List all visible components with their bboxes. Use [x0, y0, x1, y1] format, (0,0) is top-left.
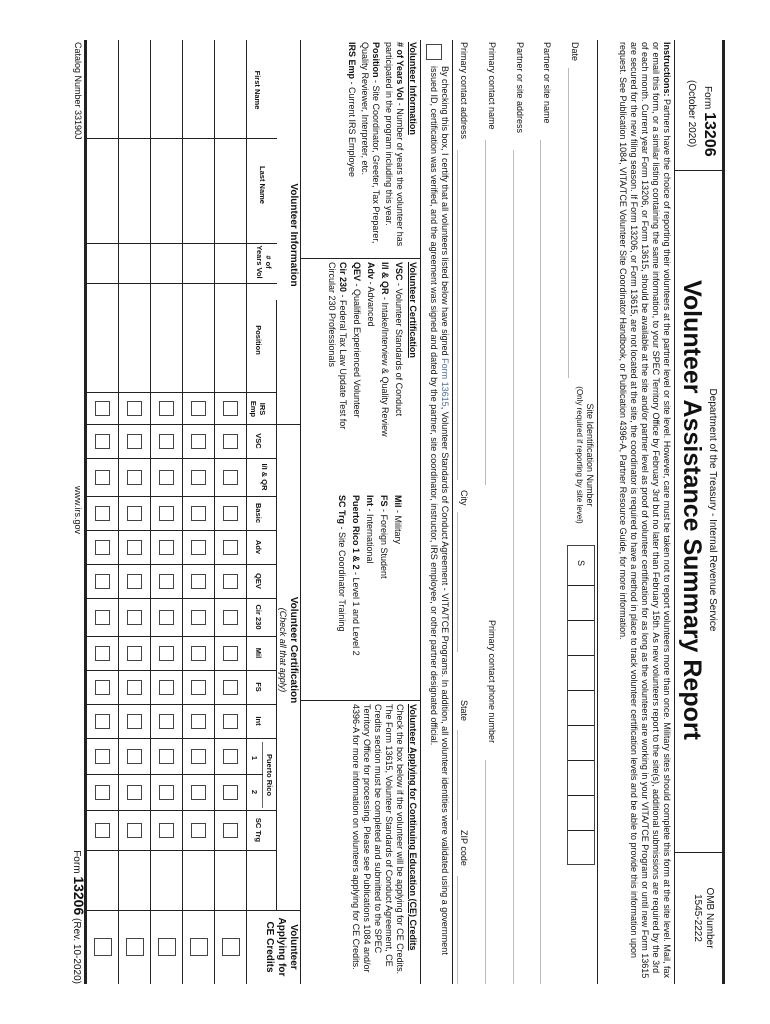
- legend-volunteer-info: [346, 42, 418, 252]
- certify-text: [428, 66, 450, 976]
- zip-label: ZIP code: [459, 830, 469, 866]
- contact-name-field[interactable]: [485, 140, 486, 485]
- legend-years-desc: - Number of years the volunteer has participated in the program including this year.: [384, 42, 405, 247]
- legend-vc-desc: - International: [365, 506, 375, 564]
- fs-checkbox[interactable]: [224, 680, 239, 695]
- col-years: # of Years Vol: [255, 245, 273, 279]
- legend-ce-text: Check the box below if the volunteer will be applying for CE Credits. The Form 13615, Volunteer Standards of Conduct Agreement, CE Credits section must be completed and submitted to the SPEC Territory Office for processing. Please see Publications 1084 and/or 4396-A for more information on volunteers applying for CE Credits.: [351, 704, 405, 975]
- basic-checkbox[interactable]: [160, 506, 175, 521]
- zip-field[interactable]: [457, 876, 458, 984]
- cir230-checkbox[interactable]: [192, 610, 207, 625]
- mil-checkbox[interactable]: [160, 646, 175, 661]
- legend-vc-code: Adv: [366, 262, 376, 280]
- position-cell[interactable]: [87, 283, 119, 392]
- basic-checkbox[interactable]: [128, 506, 143, 521]
- sc-trg-checkbox[interactable]: [160, 823, 175, 838]
- legend-vc-code: SC Trg: [337, 495, 347, 525]
- years-cell[interactable]: [215, 243, 247, 283]
- int-checkbox[interactable]: [96, 714, 111, 729]
- qev-checkbox[interactable]: [224, 574, 239, 589]
- website[interactable]: www.irs.gov: [73, 485, 83, 534]
- ce-credit-checkbox[interactable]: [190, 938, 208, 956]
- pr2-checkbox[interactable]: [128, 785, 143, 800]
- legend-irs-code: IRS Emp: [347, 42, 357, 80]
- contact-phone-label: Primary contact phone number: [487, 620, 497, 744]
- legend-vc-item: [365, 262, 376, 462]
- pr2-checkbox[interactable]: [160, 785, 175, 800]
- legend-vc-desc: - Federal Tax Law Update Test for Circular 230 Professionals: [327, 262, 348, 430]
- qev-checkbox[interactable]: [128, 574, 143, 589]
- legend-vc-desc: - Qualified Experienced Volunteer: [352, 281, 362, 418]
- col-sc-trg: SC Trg: [254, 817, 263, 843]
- legend-vi-title: Volunteer Information: [408, 42, 418, 135]
- legend-vc-code: VSC: [394, 262, 404, 281]
- vsc-checkbox[interactable]: [192, 434, 207, 449]
- table-row: [215, 40, 247, 984]
- fs-checkbox[interactable]: [192, 680, 207, 695]
- top-rule: [722, 40, 725, 984]
- table-vi-group: Volunteer Information: [288, 183, 299, 287]
- legend-vc-code: QEV: [352, 262, 362, 282]
- last-name-cell[interactable]: [87, 138, 119, 243]
- fs-checkbox[interactable]: [96, 680, 111, 695]
- footer-form-label: Form: [71, 850, 82, 874]
- legend-irs-desc: - Current IRS Employee: [347, 79, 357, 178]
- footer-form-id: [70, 825, 85, 984]
- legend-vc-item: [350, 495, 361, 695]
- cir230-checkbox[interactable]: [224, 610, 239, 625]
- date-label: Date: [570, 42, 580, 62]
- col-fs: FS: [254, 682, 263, 692]
- mil-checkbox[interactable]: [192, 646, 207, 661]
- legend-vc-list-b: [336, 495, 403, 695]
- first-name-cell[interactable]: [151, 40, 183, 138]
- state-label: State: [459, 700, 469, 722]
- legend-vc-list-a: [326, 262, 404, 462]
- first-name-cell[interactable]: [87, 40, 119, 138]
- fs-checkbox[interactable]: [128, 680, 143, 695]
- mil-checkbox[interactable]: [128, 646, 143, 661]
- ce-credit-checkbox[interactable]: [94, 938, 112, 956]
- col-vsc: VSC: [254, 433, 263, 449]
- instructions: [617, 42, 672, 982]
- site-id-label: Site Identification Number: [585, 403, 595, 507]
- basic-checkbox[interactable]: [96, 506, 111, 521]
- partner-address-field[interactable]: [513, 150, 514, 984]
- qev-checkbox[interactable]: [96, 574, 111, 589]
- legend-vc-item: [379, 262, 390, 462]
- cir230-checkbox[interactable]: [128, 610, 143, 625]
- adv-checkbox[interactable]: [160, 540, 175, 555]
- partner-name-field[interactable]: [540, 140, 541, 984]
- adv-checkbox[interactable]: [128, 540, 143, 555]
- col-pr1: 1: [250, 755, 259, 761]
- col-adv: Adv: [254, 539, 263, 555]
- footer-form-number: 13206: [71, 876, 87, 916]
- instructions-label: Instructions:: [662, 42, 672, 97]
- sc-trg-checkbox[interactable]: [224, 823, 239, 838]
- partner-address-label: Partner or site address: [515, 42, 525, 134]
- pr2-checkbox[interactable]: [96, 785, 111, 800]
- qev-checkbox[interactable]: [160, 574, 175, 589]
- table-vc-group-sub: (Check all that apply): [278, 607, 288, 693]
- legend-vc-title: Volunteer Certification: [408, 262, 418, 358]
- certify-checkbox[interactable]: [426, 44, 442, 60]
- table-row: [183, 40, 215, 984]
- legend-ce-title: Volunteer Applying for Continuing Education (CE) Credits: [408, 704, 418, 951]
- mil-checkbox[interactable]: [96, 646, 111, 661]
- form-13615-link[interactable]: Form 13615: [440, 358, 450, 407]
- cir230-checkbox[interactable]: [160, 610, 175, 625]
- col-first-name: First Name: [253, 70, 262, 110]
- legend-vc-desc: - Volunteer Standards of Conduct: [394, 280, 404, 417]
- years-cell[interactable]: [183, 243, 215, 283]
- contact-address-field[interactable]: [457, 150, 458, 480]
- iiqr-checkbox[interactable]: [224, 470, 239, 485]
- form-date: (October 2020): [686, 80, 697, 148]
- int-checkbox[interactable]: [128, 714, 143, 729]
- adv-checkbox[interactable]: [224, 540, 239, 555]
- legend-certification-a: [326, 262, 418, 462]
- site-prefix: S: [576, 560, 586, 567]
- table-row: [151, 40, 183, 984]
- form-id-block: [675, 40, 721, 170]
- pr1-checkbox[interactable]: [160, 749, 175, 764]
- mil-checkbox[interactable]: [224, 646, 239, 661]
- position-cell[interactable]: [183, 283, 215, 392]
- irs-emp-checkbox[interactable]: [96, 401, 111, 416]
- col-iiqr: I/I & QR: [260, 463, 269, 491]
- ce-credit-checkbox[interactable]: [126, 938, 144, 956]
- ce-credit-checkbox[interactable]: [222, 938, 240, 956]
- legend-years-code: # of Years Vol: [395, 42, 405, 101]
- fs-checkbox[interactable]: [160, 680, 175, 695]
- form-number: 13206: [701, 112, 718, 157]
- years-cell[interactable]: [151, 243, 183, 283]
- page-title: Volunteer Assistance Summary Report: [678, 280, 706, 740]
- instructions-text: Partners have the choice of reporting their volunteers at the partner level or site level. However, care must be taken not to report volunteers more than once. Military sites should complete this form at the site level. Mail, fax or email this form, or a similar listing containing the same information, to your SPEC Territory Office by February 3rd but no later than February 15th. As new volunteers report to the site(s), additional submissions are required by the 3rd of each month. Current year Form 13206, or Form 13615, should be available at the site and/or partner level as proof of volunteer certification for as long as the volunteers are working in your VITA/TCE Program or until new Form 13615 are secured for the new filing season. If Form 13206, or Form 13615, are not located at the site, the coordinator is required to have a method in place to track volunteer certification levels and be able to provide this information upon request. See Publication 1084, VITA/TCE Volunteer Site Coordinator Handbook, or Publication 4396-A, Partner Resource Guide, for more information.: [618, 42, 672, 979]
- form-page: [35, 40, 725, 984]
- vsc-checkbox[interactable]: [224, 434, 239, 449]
- legend-vc-item: [364, 495, 375, 695]
- vsc-checkbox[interactable]: [160, 434, 175, 449]
- omb-number: 1545-2222: [692, 894, 703, 942]
- adv-checkbox[interactable]: [96, 540, 111, 555]
- form-label: Form: [702, 86, 713, 110]
- certify-text-a: By checking this box, I certify that all volunteers listed below have signed: [440, 66, 450, 359]
- pr1-checkbox[interactable]: [128, 749, 143, 764]
- basic-checkbox[interactable]: [192, 506, 207, 521]
- adv-checkbox[interactable]: [192, 540, 207, 555]
- irs-emp-checkbox[interactable]: [128, 401, 143, 416]
- department: Department of the Treasury - Internal Revenue Service: [707, 388, 718, 632]
- pr1-checkbox[interactable]: [224, 749, 239, 764]
- catalog-number: Catalog Number 33190J: [73, 42, 83, 140]
- ce-credit-checkbox[interactable]: [158, 938, 176, 956]
- sc-trg-checkbox[interactable]: [96, 823, 111, 838]
- cir230-checkbox[interactable]: [96, 610, 111, 625]
- first-name-cell[interactable]: [183, 40, 215, 138]
- legend-vc-code: I/I & QR: [380, 262, 390, 295]
- legend-vc-desc: - Site Coordinator Training: [337, 524, 347, 632]
- legend-position-desc: - Site Coordinator, Greeter, Tax Preparer, Quality Reviewer, Interpreter, etc.: [360, 42, 381, 244]
- contact-address-label: Primary contact address: [459, 42, 469, 140]
- position-cell[interactable]: [215, 283, 247, 392]
- legend-vc-code: Int: [365, 495, 375, 506]
- iiqr-checkbox[interactable]: [160, 470, 175, 485]
- vsc-checkbox[interactable]: [128, 434, 143, 449]
- legend-vc-item: [326, 262, 348, 462]
- pr1-checkbox[interactable]: [96, 749, 111, 764]
- col-qev: QEV: [254, 573, 263, 589]
- last-name-cell[interactable]: [183, 138, 215, 243]
- legend-vc-desc: - Advanced: [366, 279, 376, 327]
- first-name-cell[interactable]: [119, 40, 151, 138]
- int-checkbox[interactable]: [192, 714, 207, 729]
- col-irs-emp: IRS Emp: [249, 400, 267, 418]
- partner-name-label: Partner or site name: [542, 42, 552, 124]
- contact-name-label: Primary contact name: [487, 42, 497, 130]
- years-cell[interactable]: [119, 243, 151, 283]
- iiqr-checkbox[interactable]: [128, 470, 143, 485]
- col-mil: Mil: [254, 647, 263, 659]
- position-cell[interactable]: [151, 283, 183, 392]
- legend-vc-item: [378, 495, 389, 695]
- col-basic: Basic: [254, 502, 263, 523]
- legend-vc-code: Cir 230: [338, 262, 348, 293]
- certify-text-b: , Volunteer Standards of Conduct Agreement - VITA/TCE Programs. In addition, all volunteer identities were validated using a government issued ID, certification was verified, and the agreement was signed and dated by the partner, site coordinator, instructor, IRS employee, or other partner designated official.: [429, 66, 450, 955]
- col-puerto-rico: Puerto Rico: [265, 753, 274, 797]
- last-name-cell[interactable]: [151, 138, 183, 243]
- irs-emp-checkbox[interactable]: [160, 401, 175, 416]
- legend-vc-code: Puerto Rico 1 & 2: [351, 495, 361, 570]
- omb-label: OMB Number: [704, 887, 715, 949]
- site-id-note: (Only required if reporting by site level): [575, 386, 584, 524]
- first-name-cell[interactable]: [215, 40, 247, 138]
- legend-vc-item: [336, 495, 347, 695]
- vsc-checkbox[interactable]: [96, 434, 111, 449]
- iiqr-checkbox[interactable]: [96, 470, 111, 485]
- sc-trg-checkbox[interactable]: [192, 823, 207, 838]
- irs-emp-checkbox[interactable]: [224, 401, 239, 416]
- legend-ce: [350, 704, 418, 982]
- col-pr2: 2: [250, 789, 259, 795]
- contact-phone-field[interactable]: [485, 760, 486, 984]
- legend-vc-item: [392, 495, 403, 695]
- iiqr-checkbox[interactable]: [192, 470, 207, 485]
- pr2-checkbox[interactable]: [192, 785, 207, 800]
- legend-vc-desc: - Foreign Student: [379, 506, 389, 579]
- position-cell[interactable]: [119, 283, 151, 392]
- col-position: Position: [254, 325, 263, 355]
- footer-revision: (Rev. 10-2020): [71, 918, 82, 984]
- irs-emp-checkbox[interactable]: [192, 401, 207, 416]
- legend-vc-desc: - Military: [393, 507, 403, 544]
- last-name-cell[interactable]: [215, 138, 247, 243]
- legend-vc-desc: - Level 1 and Level 2: [351, 569, 361, 656]
- sc-trg-checkbox[interactable]: [128, 823, 143, 838]
- table-vc-group: Volunteer Certification: [288, 596, 299, 704]
- table-row: [87, 40, 119, 984]
- int-checkbox[interactable]: [160, 714, 175, 729]
- int-checkbox[interactable]: [224, 714, 239, 729]
- pr2-checkbox[interactable]: [224, 785, 239, 800]
- col-cir230: Cir 230: [254, 604, 263, 630]
- city-label: City: [459, 490, 469, 506]
- city-field[interactable]: [457, 512, 458, 652]
- legend-position-code: Position: [371, 42, 381, 78]
- last-name-cell[interactable]: [119, 138, 151, 243]
- legend-certification-b: [336, 495, 406, 695]
- table-ce-group: Volunteer Applying for CE Credits: [264, 917, 299, 977]
- table-row: [119, 40, 151, 984]
- legend-vc-item: [351, 262, 362, 462]
- legend-vc-code: FS: [379, 495, 389, 507]
- state-field[interactable]: [457, 730, 458, 820]
- legend-vc-item: [393, 262, 404, 462]
- col-last-name: Last Name: [258, 166, 267, 204]
- qev-checkbox[interactable]: [192, 574, 207, 589]
- date-field[interactable]: [568, 68, 569, 378]
- years-cell[interactable]: [87, 243, 119, 283]
- legend-vc-desc: - Intake/Interview & Quality Review: [380, 294, 390, 437]
- basic-checkbox[interactable]: [224, 506, 239, 521]
- legend-vc-code: Mil: [393, 495, 403, 508]
- pr1-checkbox[interactable]: [192, 749, 207, 764]
- site-id-input[interactable]: [567, 545, 595, 865]
- col-int: Int: [254, 716, 263, 726]
